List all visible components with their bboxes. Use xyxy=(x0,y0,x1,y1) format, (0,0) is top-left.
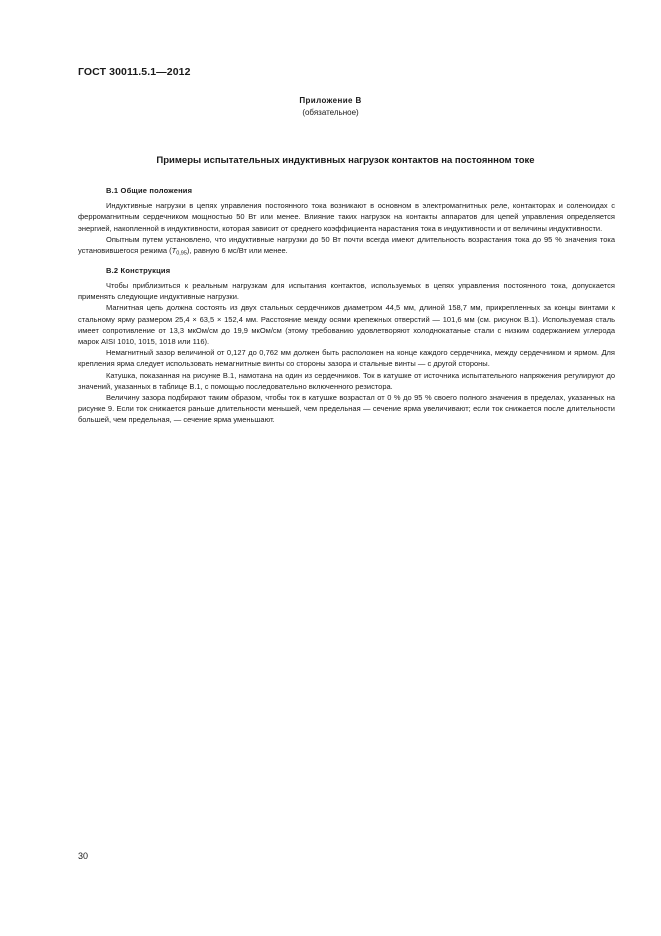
time-subscript: 0,95 xyxy=(176,250,187,257)
paragraph: Чтобы приблизиться к реальным нагрузкам для испытания контактов, используемых в цепях управления постоянного тока, допускается применять следующие индуктивные нагрузки. xyxy=(78,280,615,302)
paragraph: Индуктивные нагрузки в цепях управления постоянного тока возникают в основном в электромагнитных реле, контакторах и соленоидах с ферромагнитным сердечником мощностью 50 Вт или менее. Влияние таких нагрузок на контакты аппаратов для цепей управления определяется энергией, накопленной в индуктивности, которая зависит от среднего коэффициента нарастания тока в индуктивности и от величины индуктивности. xyxy=(78,201,615,233)
annex-status: (обязательное) xyxy=(302,108,359,117)
section-heading-general: В.1 Общие положения xyxy=(106,186,193,195)
annex-title: Приложение В xyxy=(299,96,362,105)
document-body xyxy=(78,185,615,426)
section-heading-construction: В.2 Конструкция xyxy=(106,265,171,275)
paragraph-text: ), равную 6 мс/Вт или менее. xyxy=(186,246,288,256)
document-id: ГОСТ 30011.5.1—2012 xyxy=(78,66,191,78)
paragraph-text: Опытным путем установлено, что индуктивные нагрузки до 50 Вт почти всегда имеют длительность возрастания тока до 95 % значения тока установившегося режима ( xyxy=(78,234,615,256)
paragraph: Магнитная цепь должна состоять из двух стальных сердечников диаметром 44,5 мм, длиной 158,7 мм, прикрепленных за концы винтами к стальному ярму размером 25,4 × 63,5 × 152,4 мм. Расстояние между осями крепежных отверстий — 101,6 мм (см. рисунок В.1). Используемая сталь имеет сопротивление от 13,3 мкОм/см до 19,9 мкОм/см (этому требованию удовлетворяют холоднокатаные стали с низким содержанием углерода марок AISI 1010, 1015, 1018 или 116). xyxy=(78,303,615,346)
paragraph: Величину зазора подбирают таким образом, чтобы ток в катушке возрастал от 0 % до 95 % своего полного значения в пределах, указанных на рисунке 9. Если ток снижается раньше длительности меньшей, чем предельная — сечение ярма увеличивают; если ток снижается после длительности большей, чем предельная, — сечение ярма уменьшают. xyxy=(78,392,615,425)
page-number: 30 xyxy=(78,851,89,861)
page-title: Примеры испытательных индуктивных нагрузок контактов на постоянном токе xyxy=(156,155,535,166)
annex-block xyxy=(0,95,661,119)
paragraph xyxy=(78,234,615,260)
time-symbol: T xyxy=(171,246,177,256)
paragraph: Катушка, показанная на рисунке В.1, намотана на один из сердечников. Ток в катушке от источника испытательного напряжения регулируют до значений, указанных в таблице В.1, с помощью последовательно включенного резистора. xyxy=(78,370,615,391)
paragraph: Немагнитный зазор величиной от 0,127 до 0,762 мм должен быть расположен на конце каждого сердечника, между сердечником и ярмом. Для крепления ярма следует использовать немагнитные винты со стороны зазора и стальные винты — с другой стороны. xyxy=(78,348,615,369)
